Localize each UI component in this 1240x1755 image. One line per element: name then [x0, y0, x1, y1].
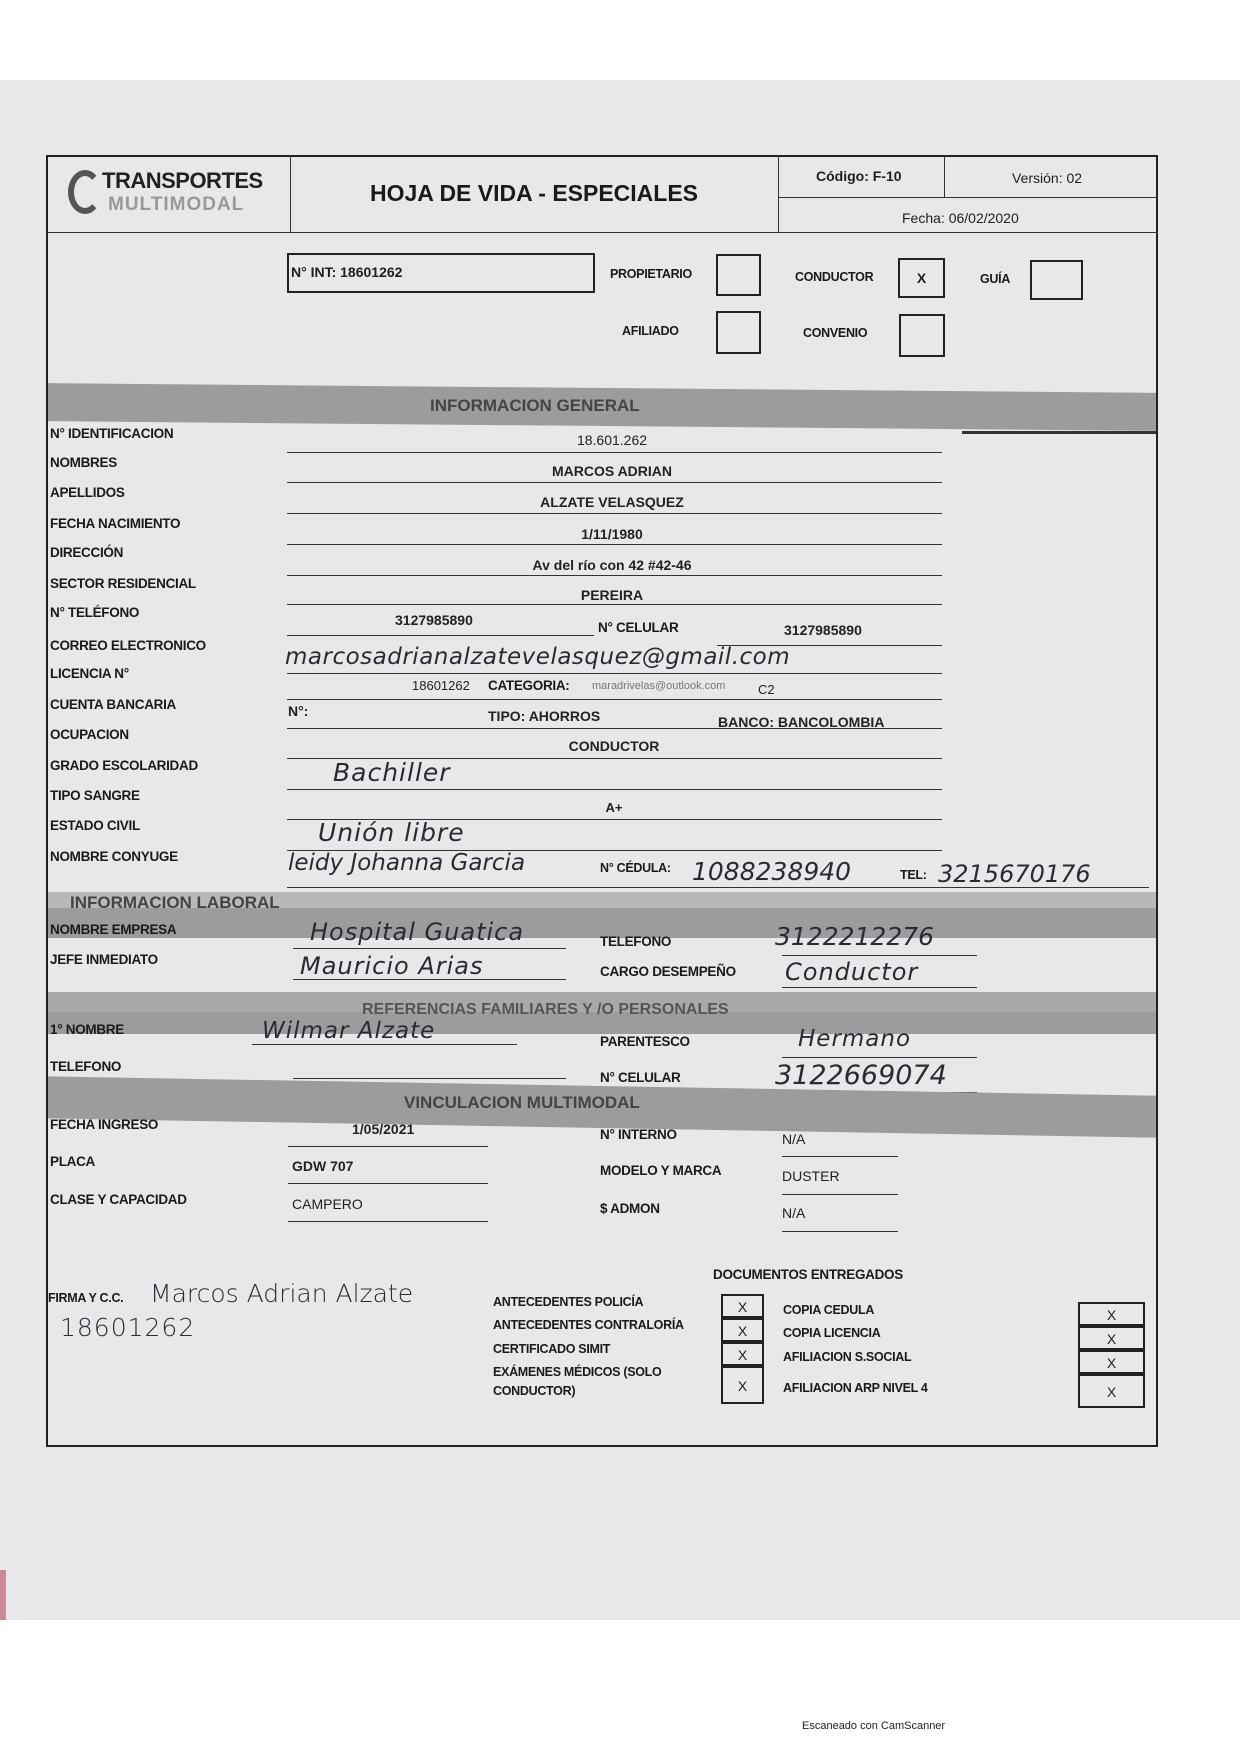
- field-line: [782, 1231, 898, 1232]
- section-title-general: INFORMACION GENERAL: [430, 396, 640, 415]
- label-fecha-nacimiento: FECHA NACIMIENTO: [50, 516, 181, 531]
- divider: [962, 431, 1156, 434]
- logo-text-top: TRANSPORTES: [102, 168, 263, 193]
- label-cedula: N° CÉDULA:: [600, 861, 671, 875]
- value-estado-civil: Unión libre: [318, 818, 465, 847]
- value-celular: 3127985890: [784, 622, 862, 638]
- label-conyuge: NOMBRE CONYUGE: [50, 849, 178, 864]
- label-empresa: NOMBRE EMPRESA: [50, 922, 177, 937]
- label-identificacion: N° IDENTIFICACION: [50, 426, 174, 441]
- field-line: [287, 604, 942, 605]
- value-direccion: Av del río con 42 #42-46: [532, 557, 692, 573]
- divider: [290, 155, 291, 233]
- value-sector: PEREIRA: [580, 587, 644, 603]
- value-cargo: Conductor: [785, 958, 919, 986]
- label-cargo: CARGO DESEMPEÑO: [600, 964, 736, 979]
- label-interno: N° INTERNO: [600, 1127, 677, 1142]
- label-correo: CORREO ELECTRONICO: [50, 638, 206, 653]
- logo-text-bottom: MULTIMODAL: [108, 194, 245, 215]
- field-line: [287, 673, 942, 674]
- convenio-checkbox[interactable]: [899, 314, 945, 357]
- field-line: [287, 513, 942, 514]
- label-estado-civil: ESTADO CIVIL: [50, 818, 140, 833]
- internal-number-box: [287, 253, 595, 293]
- doc-check-simit[interactable]: X: [721, 1342, 764, 1366]
- doc-check-cedula[interactable]: X: [1078, 1302, 1145, 1326]
- label-apellidos: APELLIDOS: [50, 485, 125, 500]
- header-divider: [46, 232, 1158, 233]
- value-sangre: A+: [605, 800, 623, 815]
- field-line: [782, 955, 977, 956]
- value-parentesco: Hermano: [798, 1026, 912, 1052]
- label-nombres: NOMBRES: [50, 455, 117, 470]
- doc-label-licencia: COPIA LICENCIA: [783, 1326, 881, 1340]
- value-ref-nombre: Wilmar Alzate: [262, 1018, 436, 1044]
- section-title-vinculacion: VINCULACION MULTIMODAL: [404, 1093, 640, 1112]
- label-fecha-ingreso: FECHA INGRESO: [50, 1117, 159, 1132]
- label-jefe: JEFE INMEDIATO: [50, 952, 158, 967]
- field-line: [288, 1146, 488, 1147]
- doc-check-examenes[interactable]: X: [721, 1366, 764, 1404]
- background-edge: [0, 1570, 6, 1620]
- afiliado-label: AFILIADO: [622, 324, 679, 338]
- propietario-label: PROPIETARIO: [610, 267, 692, 281]
- value-escolaridad: Bachiller: [333, 758, 451, 787]
- field-line: [287, 789, 942, 790]
- label-placa: PLACA: [50, 1154, 95, 1169]
- label-modelo: MODELO Y MARCA: [600, 1163, 722, 1178]
- field-line: [782, 1194, 898, 1195]
- field-line: [252, 1044, 517, 1045]
- divider: [778, 197, 1158, 198]
- doc-label-contraloria: ANTECEDENTES CONTRALORÍA: [493, 1318, 684, 1332]
- doc-check-policia[interactable]: X: [721, 1294, 764, 1318]
- label-ref-nombre: 1° NOMBRE: [50, 1022, 124, 1037]
- value-placa: GDW 707: [292, 1158, 354, 1174]
- form-code: Código: F-10: [816, 168, 902, 184]
- field-line: [288, 1221, 488, 1222]
- value-fecha-nacimiento: 1/11/1980: [581, 526, 643, 542]
- doc-check-licencia[interactable]: X: [1078, 1326, 1145, 1350]
- label-admon: $ ADMON: [600, 1201, 660, 1216]
- value-cedula: 1088238940: [692, 857, 852, 886]
- documentos-title: DOCUMENTOS ENTREGADOS: [713, 1267, 903, 1282]
- field-line: [287, 699, 942, 700]
- form-version: Versión: 02: [1012, 170, 1083, 186]
- field-line: [287, 482, 942, 483]
- field-line: [782, 1156, 898, 1157]
- ref-telefono-field[interactable]: [293, 1078, 566, 1079]
- label-escolaridad: GRADO ESCOLARIDAD: [50, 758, 198, 773]
- value-cuenta-tipo: TIPO: AHORROS: [488, 708, 601, 724]
- doc-label-simit: CERTIFICADO SIMIT: [493, 1342, 611, 1356]
- doc-label-cedula: COPIA CEDULA: [783, 1303, 875, 1317]
- label-cuenta: CUENTA BANCARIA: [50, 697, 176, 712]
- doc-check-arp[interactable]: X: [1078, 1374, 1145, 1408]
- label-ocupacion: OCUPACION: [50, 727, 129, 742]
- field-line: [287, 452, 942, 453]
- convenio-label: CONVENIO: [803, 326, 868, 340]
- label-celular: N° CELULAR: [598, 620, 679, 635]
- conductor-label: CONDUCTOR: [795, 270, 874, 284]
- doc-label-examenes: EXÁMENES MÉDICOS (SOLO CONDUCTOR): [493, 1365, 662, 1398]
- value-correo-handwritten: marcosadrianalzatevelasquez@gmail.com: [285, 644, 791, 670]
- label-clase: CLASE Y CAPACIDAD: [50, 1192, 187, 1207]
- value-fecha-ingreso: 1/05/2021: [352, 1121, 415, 1137]
- value-tel-conyuge: 3215670176: [938, 860, 1091, 888]
- camscanner-footer: Escaneado con CamScanner: [802, 1720, 946, 1732]
- form-date: Fecha: 06/02/2020: [902, 210, 1019, 226]
- label-ref-telefono: TELEFONO: [50, 1059, 122, 1074]
- company-logo: [68, 168, 283, 220]
- signature-cc: 18601262: [60, 1313, 196, 1342]
- conductor-checkbox[interactable]: X: [898, 258, 945, 298]
- field-line: [288, 1183, 488, 1184]
- value-categoria: C2: [758, 682, 775, 697]
- value-ocupacion: CONDUCTOR: [568, 738, 660, 754]
- section-title-laboral: INFORMACION LABORAL: [70, 893, 280, 912]
- label-tel-conyuge: TEL:: [900, 868, 927, 882]
- value-correo-printed: maradrivelas@outlook.com: [592, 680, 726, 692]
- propietario-checkbox[interactable]: [716, 254, 761, 296]
- field-line: [782, 1057, 977, 1058]
- label-parentesco: PARENTESCO: [600, 1034, 690, 1049]
- label-firma: FIRMA Y C.C.: [48, 1291, 124, 1305]
- value-jefe: Mauricio Arias: [300, 952, 484, 980]
- value-conyuge: leidy Johanna Garcia: [288, 850, 526, 876]
- doc-check-ssocial[interactable]: X: [1078, 1350, 1145, 1374]
- page-title: HOJA DE VIDA - ESPECIALES: [370, 180, 699, 206]
- value-cuenta-banco: BANCO: BANCOLOMBIA: [718, 714, 885, 730]
- doc-label-ssocial: AFILIACION S.SOCIAL: [783, 1350, 912, 1364]
- label-sangre: TIPO SANGRE: [50, 788, 140, 803]
- value-apellidos: ALZATE VELASQUEZ: [540, 494, 684, 510]
- value-interno: N/A: [782, 1131, 806, 1147]
- doc-check-contraloria[interactable]: X: [721, 1318, 764, 1342]
- value-admon: N/A: [782, 1205, 806, 1221]
- value-cuenta-numero: N°:: [288, 703, 309, 719]
- label-licencia: LICENCIA N°: [50, 666, 129, 681]
- field-line: [287, 635, 594, 636]
- divider: [944, 155, 945, 198]
- form-frame: [46, 155, 1158, 1447]
- guia-label: GUÍA: [980, 272, 1011, 286]
- label-categoria: CATEGORIA:: [488, 678, 570, 693]
- value-empresa: Hospital Guatica: [310, 918, 525, 946]
- doc-label-policia: ANTECEDENTES POLICÍA: [493, 1295, 644, 1309]
- internal-number: N° INT: 18601262: [291, 264, 403, 280]
- value-telefono: 3127985890: [395, 612, 473, 628]
- label-telefono-empresa: TELEFONO: [600, 934, 672, 949]
- field-line: [293, 948, 566, 949]
- value-clase: CAMPERO: [292, 1196, 363, 1212]
- afiliado-checkbox[interactable]: [716, 311, 761, 354]
- value-telefono-empresa: 3122212276: [775, 922, 935, 951]
- value-identificacion: 18.601.262: [576, 432, 648, 448]
- field-line: [293, 979, 566, 980]
- doc-label-arp: AFILIACION ARP NIVEL 4: [783, 1381, 928, 1395]
- label-ref-celular: N° CELULAR: [600, 1070, 681, 1085]
- signature: Marcos Adrian Alzate: [150, 1279, 414, 1308]
- divider: [778, 155, 779, 233]
- section-title-referencias: REFERENCIAS FAMILIARES Y /O PERSONALES: [362, 1001, 729, 1018]
- guia-checkbox[interactable]: [1030, 260, 1083, 300]
- value-licencia: 18601262: [412, 678, 470, 693]
- label-telefono: N° TELÉFONO: [50, 605, 140, 620]
- value-modelo: DUSTER: [782, 1168, 840, 1184]
- label-sector: SECTOR RESIDENCIAL: [50, 576, 196, 591]
- field-line: [287, 575, 942, 576]
- value-nombres: MARCOS ADRIAN: [551, 463, 673, 479]
- field-line: [782, 987, 977, 988]
- label-direccion: DIRECCIÓN: [50, 545, 124, 560]
- value-ref-celular: 3122669074: [775, 1060, 947, 1091]
- field-line: [287, 544, 942, 545]
